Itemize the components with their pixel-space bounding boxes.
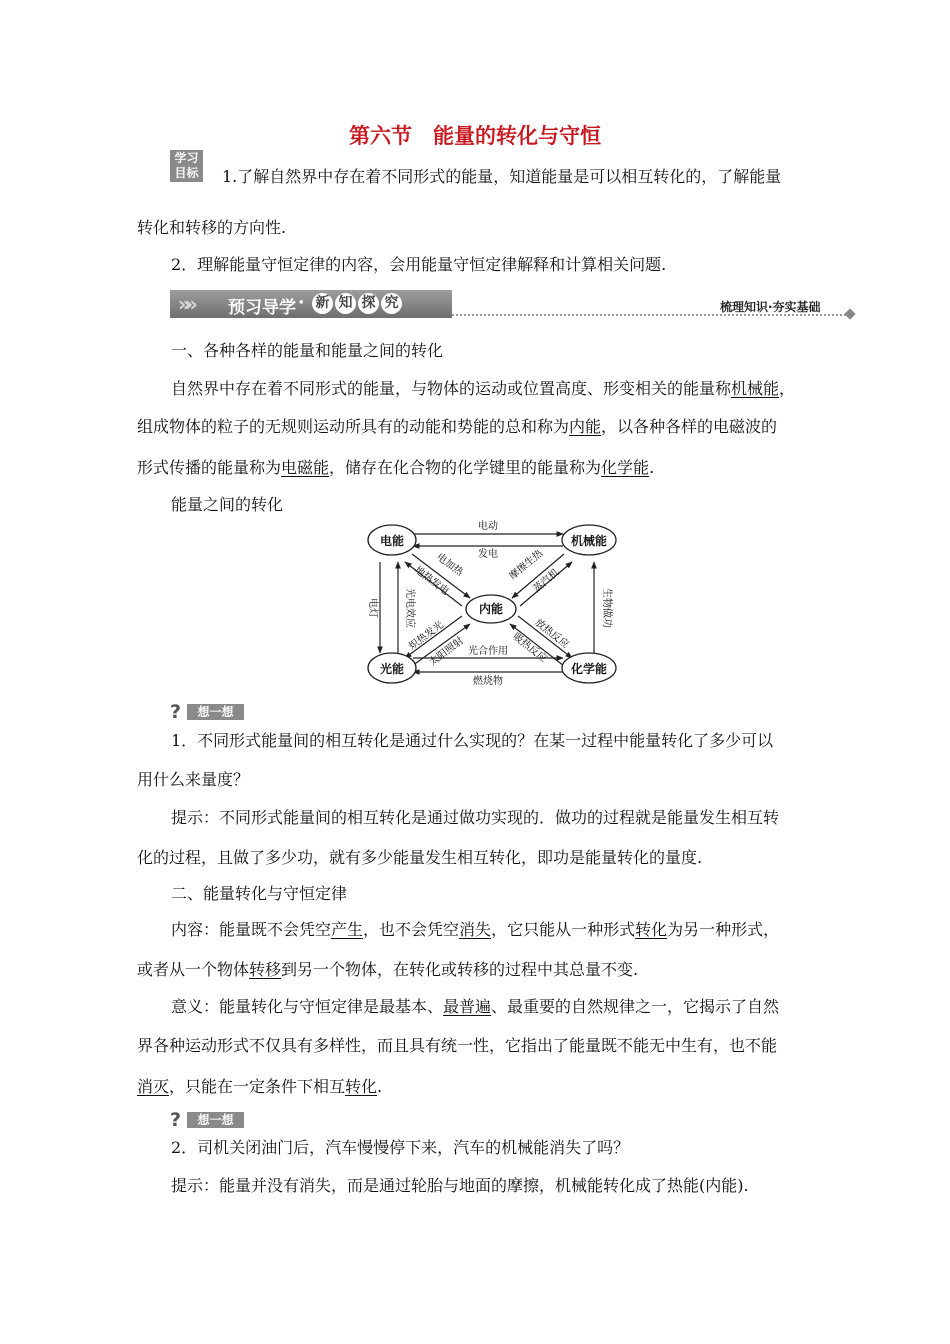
banner-char-2: 知: [335, 293, 356, 314]
objectives-tag-line2: 目标: [174, 166, 199, 180]
text-span: 到另一个物体，在转化或转移的过程中其总量不变.: [281, 960, 639, 979]
label-endothermic: 吸热反应: [510, 631, 549, 665]
label-friction-heat: 摩擦生热: [507, 548, 546, 583]
node-mechanical: 机械能: [570, 534, 608, 548]
node-internal: 内能: [478, 602, 504, 616]
section-2-meaning-line1: [171, 997, 779, 1017]
text-span: ，储存在化合物的化学键里的能量称为: [329, 458, 602, 477]
banner-subtitle: 梳理知识·夯实基础: [720, 300, 821, 314]
label-geothermal-power: 地热发电: [412, 564, 451, 598]
text-span: 意义：能量转化与守恒定律是最基本、: [171, 997, 444, 1016]
text-span: 或者从一个物体: [137, 960, 250, 979]
hint-2: 提示：能量并没有消失，而是通过轮胎与地面的摩擦，机械能转化成了热能(内能).: [171, 1176, 749, 1195]
text-span: 内容：能量既不会凭空: [171, 920, 332, 939]
think-label: 想一想: [187, 1112, 244, 1128]
label-photosynthesis: 光合作用: [468, 646, 508, 657]
section-1-para-line1: [171, 379, 795, 399]
hint-1-line2: 化的过程，且做了多少功，就有多少能量发生相互转化，即功是能量转化的量度.: [137, 848, 703, 867]
label-exothermic: 放热反应: [532, 617, 571, 651]
diagram-caption: 能量之间的转化: [171, 495, 284, 514]
objective-1-line1: 1.了解自然界中存在着不同形式的能量，知道能量是可以相互转化的，了解能量: [222, 167, 782, 186]
label-photoelectric-effect: 光电效应: [404, 588, 415, 628]
label-electric-lamp: 电灯: [367, 598, 378, 618]
banner-char-1: 新: [312, 293, 333, 314]
text-span: ，也不会凭空: [363, 920, 460, 939]
answer-created: 产生: [331, 920, 364, 939]
objective-2: 2．理解能量守恒定律的内容，会用能量守恒定律解释和计算相关问题.: [171, 255, 667, 274]
answer-most-universal: 最普遍: [443, 997, 492, 1016]
answer-chemical-energy: 化学能: [601, 458, 650, 477]
label-motor: 电动: [478, 521, 498, 532]
label-sunlight: 太阳照射: [427, 635, 466, 669]
answer-destroyed: 消灭: [137, 1077, 170, 1096]
banner-title: 预习导学: [228, 298, 296, 318]
banner-char-4: 究: [381, 293, 402, 314]
banner-char-3: 探: [358, 293, 379, 314]
chevron-icon: »»: [178, 292, 192, 316]
objective-1-line2: 转化和转移的方向性.: [137, 218, 287, 237]
text-span: 组成物体的粒子的无规则运动所具有的动能和势能的总和称为: [137, 417, 570, 436]
text-span: .: [377, 1077, 383, 1096]
answer-conversion: 转化: [345, 1077, 378, 1096]
section-2-content-line1: [171, 920, 779, 940]
answer-internal-energy: 内能: [569, 417, 602, 436]
node-chemical: 化学能: [570, 662, 608, 676]
label-generator: 发电: [478, 549, 498, 560]
diamond-icon: [844, 308, 855, 319]
objectives-tag-line1: 学习: [174, 151, 199, 165]
label-biological-work: 生物做功: [601, 588, 612, 628]
question-1-line2: 用什么来量度？: [137, 770, 250, 789]
section-banner: [170, 290, 452, 318]
text-span: 自然界中存在着不同形式的能量，与物体的运动或位置高度、形变相关的能量称: [171, 379, 732, 398]
question-1-line1: 1．不同形式能量间的相互转化是通过什么实现的？在某一过程中能量转化了多少可以: [171, 731, 774, 750]
page-title: 第六节 能量的转化与守恒: [349, 124, 601, 148]
text-span: ，以各种各样的电磁波的: [601, 417, 778, 436]
section-2-content-line2: [137, 960, 638, 980]
energy-conversion-diagram: [360, 520, 625, 695]
answer-transfer: 转移: [249, 960, 282, 979]
text-span: ，它只能从一种形式: [491, 920, 636, 939]
text-span: ，只能在一定条件下相互: [169, 1077, 346, 1096]
node-light: 光能: [379, 662, 405, 676]
label-incandescence: 炽热发光: [407, 619, 446, 653]
answer-convert: 转化: [635, 920, 668, 939]
section-1-heading: 一、各种各样的能量和能量之间的转化: [171, 341, 444, 360]
section-1-para-line2: [137, 417, 777, 437]
answer-mechanical-energy: 机械能: [731, 379, 780, 398]
answer-electromagnetic-energy: 电磁能: [281, 458, 330, 477]
question-icon: ?: [170, 1109, 182, 1131]
hint-1-line1: 提示：不同形式能量间的相互转化是通过做功实现的．做功的过程就是能量发生相互转: [171, 808, 780, 827]
think-label: 想一想: [187, 704, 244, 720]
label-electric-heating: 电加热: [434, 551, 465, 579]
section-2-meaning-line2: 界各种运动形式不仅具有多样性，而且具有统一性，它指出了能量既不能无中生有，也不能: [137, 1036, 778, 1055]
section-2-meaning-line3: [137, 1077, 382, 1097]
node-electric: 电能: [379, 534, 405, 548]
label-steam-engine: 蒸汽机: [531, 567, 562, 595]
section-2-heading: 二、能量转化与守恒定律: [171, 884, 348, 903]
objectives-tag: [170, 150, 203, 182]
answer-disappear: 消失: [459, 920, 492, 939]
question-2: 2．司机关闭油门后，汽车慢慢停下来，汽车的机械能消失了吗？: [171, 1138, 630, 1157]
text-span: 形式传播的能量称为: [137, 458, 282, 477]
text-span: 为另一种形式，: [667, 920, 780, 939]
text-span: ，: [779, 379, 796, 398]
text-span: .: [649, 458, 655, 477]
section-1-para-line3: [137, 458, 654, 478]
banner-dot: ·: [298, 293, 305, 313]
question-icon: ?: [170, 701, 182, 723]
text-span: 、最重要的自然规律之一，它揭示了自然: [491, 997, 780, 1016]
label-fuel-burning: 燃烧物: [473, 676, 503, 687]
